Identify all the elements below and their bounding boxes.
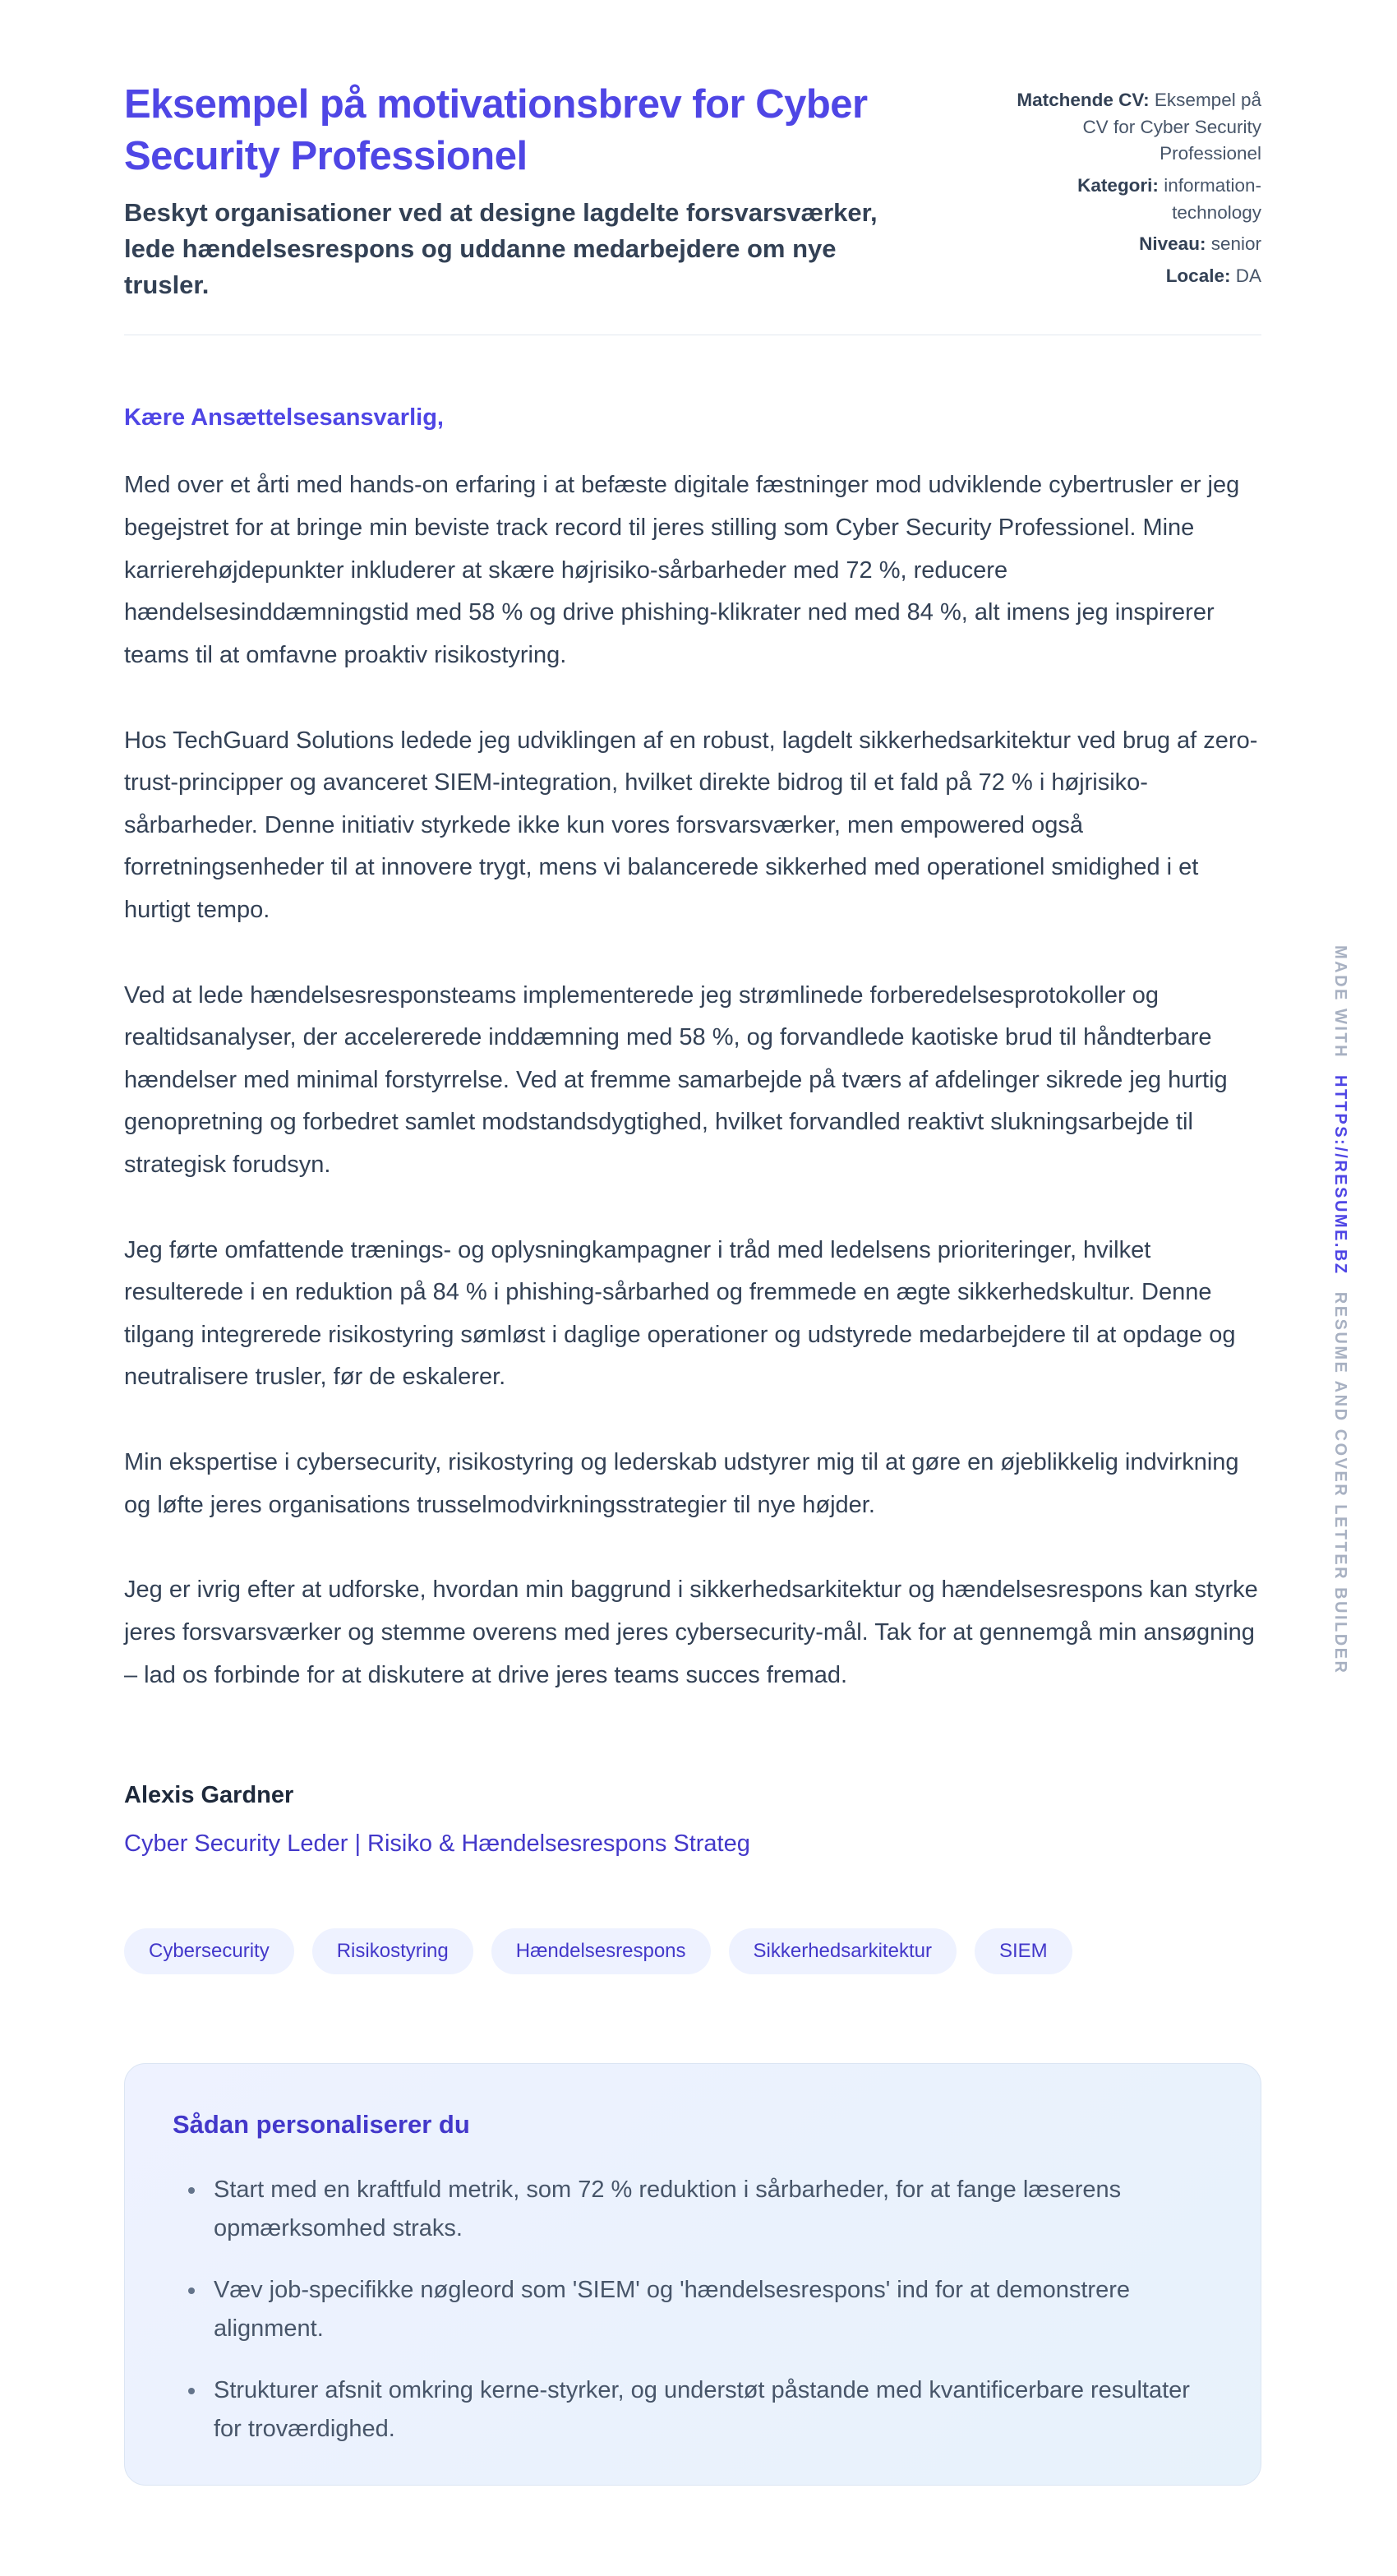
letter-paragraph: Min ekspertise i cybersecurity, risikostyring og lederskab udstyrer mig til at gøre en øjeblikkelig indvirkning og løfte jeres organisations trusselmodvirkningsstrategier til nye højder. — [124, 1449, 1239, 1518]
letter-paragraph: Jeg førte omfattende trænings- og oplysningkampagner i tråd med ledelsens prioriteringer, hvilket resulterede i en reduktion på 84 % i phishing-sårbarhed og fremmede en ægte sikkerhedskultur. Denne tilgang integrerede risikostyring sømløst i daglige operationer og udstyrede medarbejdere til at opdage og neutralisere trusler, før de eskalerer. — [124, 1236, 1236, 1391]
meta-level-label: Niveau: — [1139, 233, 1206, 255]
letter-paragraph: Jeg er ivrig efter at udforske, hvordan min baggrund i sikkerhedsarkitektur og hændelsesrespons kan styrke jeres forsvarsværker og stemme overens med jeres cybersecurity-mål. Tak for at gennemgå min ansøgning – lad os forbinde for at diskutere at drive jeres teams succes fremad. — [124, 1577, 1258, 1688]
meta-category — [990, 173, 1261, 226]
meta-matching-cv — [990, 87, 1261, 168]
tip-item: • Start med en kraftfuld metrik, som 72 % reduktion i sårbarheder, for at fange læserens opmærksomhed straks. — [207, 2171, 1213, 2248]
resume-bz-link[interactable]: HTTPS://RESUME.BZ — [1331, 1075, 1349, 1276]
page-header — [124, 79, 1261, 303]
tag-pill: Hændelsesrespons — [491, 1928, 711, 1974]
meta-locale-label: Locale: — [1165, 265, 1231, 286]
content-container — [124, 0, 1261, 2486]
letter-paragraph: Hos TechGuard Solutions ledede jeg udviklingen af en robust, lagdelt sikkerhedsarkitektur ved brug af zero-trust-principper og avanceret SIEM-integration, hvilket direkte bidrog til et fald på 72 % i højrisiko-sårbarheder. Denne initiativ styrkede ikke kun vores forsvarsværker, men empowered også forretningsenheder til at innovere trygt, mens vi balancerede sikkerhed med operationel smidighed i et hurtigt tempo. — [124, 727, 1258, 923]
tag-pill: Risikostyring — [312, 1928, 473, 1974]
meta-category-value: information-technology — [1164, 174, 1261, 223]
header-meta-block — [990, 79, 1261, 294]
meta-matching-cv-label: Matchende CV: — [1017, 90, 1150, 110]
tip-item: • Strukturer afsnit omkring kerne-styrker, og understøt påstande med kvantificerbare resultater for troværdighed. — [207, 2371, 1213, 2449]
meta-matching-cv-value: Eksempel på CV for Cyber Security Professionel — [1082, 90, 1261, 164]
tips-list — [173, 2171, 1213, 2449]
keyword-tags — [124, 1928, 1261, 1974]
meta-level-value: senior — [1210, 233, 1261, 255]
personalization-tips-box — [124, 2063, 1261, 2486]
meta-level — [990, 231, 1261, 258]
tag-pill: Sikkerhedsarkitektur — [729, 1928, 957, 1974]
tag-pill: Cybersecurity — [124, 1928, 294, 1974]
letter-greeting: Kære Ansættelsesansvarlig, — [124, 404, 444, 432]
letter-paragraph: Ved at lede hændelsesresponsteams implementerede jeg strømlinede forberedelsesprotokoller og realtidsanalyser, der accelererede inddæmning med 58 %, og forvandlede kaotiske brud til håndterbare hændelser med minimal forstyrrelse. Ved at fremme samarbejde på tværs af afdelinger sikrede jeg hurtig genopretning og forbedret samlet modstandsdygtighed, hvilket forvandled reaktivt slukningsarbejde til strategisk forudsyn. — [124, 981, 1228, 1179]
signature-name: Alexis Gardner — [124, 1782, 294, 1809]
credit-suffix-text: RESUME AND COVER LETTER BUILDER — [1331, 1291, 1349, 1675]
page-subtitle: Beskyt organisationer ved at designe lagdelte forsvarsværker, lede hændelsesrespons og uddanne medarbejdere om nye trusler. — [124, 198, 878, 300]
made-with-text: MADE WITH — [1331, 945, 1349, 1059]
tips-title: Sådan personaliserer du — [173, 2110, 470, 2140]
letter-paragraph: Med over et årti med hands-on erfaring i at befæste digitale fæstninger mod udviklende cybertrusler er jeg begejstret for at bringe min beviste track record til jeres stilling som Cyber Security Professionel. Mine karrierehøjdepunkter inkluderer at skære højrisiko-sårbarheder med 72 %, reducere hændelsesinddæmningstid med 58 % og drive phishing-klikrater ned med 84 %, alt imens jeg inspirerer teams til at omfavne proaktiv risikostyring. — [124, 472, 1240, 668]
header-title-block — [124, 79, 892, 303]
made-with-credit — [1330, 945, 1349, 1674]
page-title: Eksempel på motivationsbrev for Cyber Security Professionel — [124, 82, 868, 178]
signature-role: Cyber Security Leder | Risiko & Hændelsesrespons Strateg — [124, 1830, 750, 1858]
meta-category-label: Kategori: — [1077, 174, 1159, 196]
tip-item: • Væv job-specifikke nøgleord som 'SIEM' og 'hændelsesrespons' ind for at demonstrere alignment. — [207, 2271, 1213, 2348]
meta-locale — [990, 263, 1261, 290]
cover-letter-body — [124, 404, 1261, 1858]
tag-pill: SIEM — [975, 1928, 1072, 1974]
meta-locale-value: DA — [1235, 265, 1261, 286]
